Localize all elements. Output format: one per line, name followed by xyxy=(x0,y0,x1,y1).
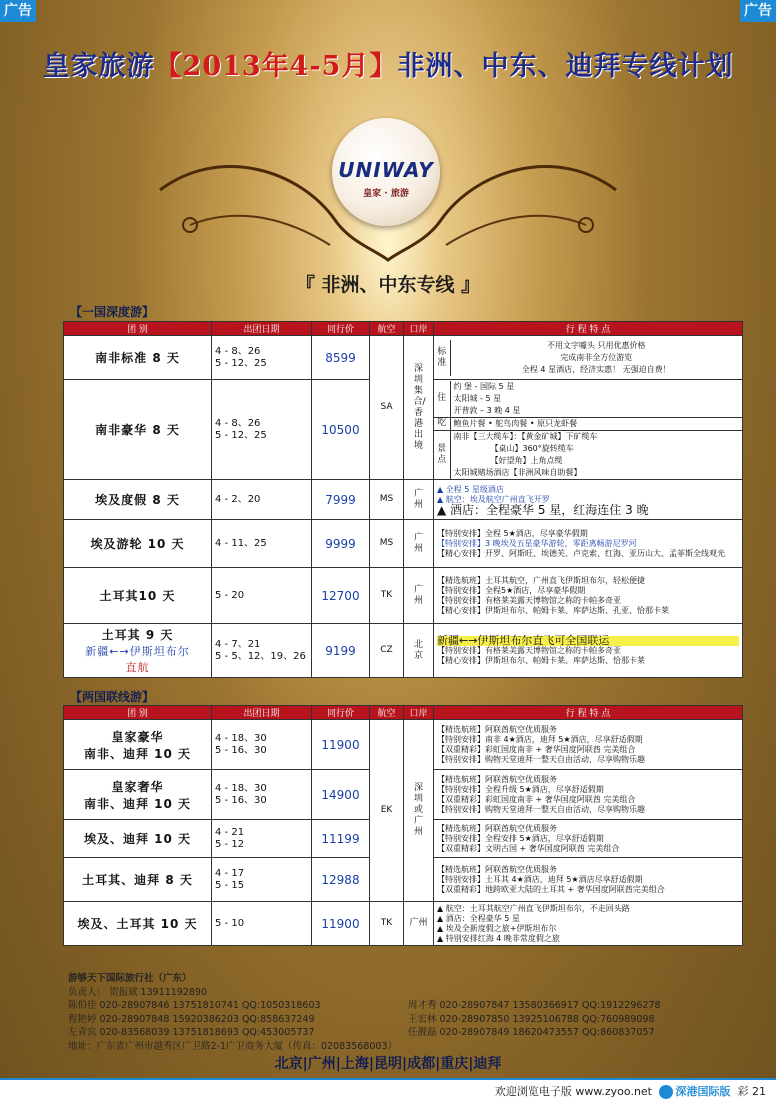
header-cell: 行 程 特 点 xyxy=(434,322,743,336)
footer-url[interactable]: www.zyoo.net xyxy=(575,1085,652,1098)
tour-price: 11900 xyxy=(312,720,370,770)
tour-features xyxy=(434,902,743,946)
feature-line: 南非【三大缆车】：【黄金矿城】下矿缆车 xyxy=(453,431,598,441)
tour-name: 土耳其、迪拜 8 天 xyxy=(64,858,212,902)
manager-line: 负责人： 贺振斌 13911192890 xyxy=(68,986,208,998)
edition-badge-icon xyxy=(659,1085,673,1099)
tour-features xyxy=(434,336,743,380)
ad-label-left: 广告 xyxy=(0,0,36,22)
footer-text xyxy=(495,1083,766,1099)
tour-airline: MS xyxy=(370,520,404,568)
tour-name-main: 土耳其 9 天 xyxy=(101,628,174,642)
feature-line: 【精选航班】土耳其航空，广州直飞伊斯坦布尔，轻松便捷 xyxy=(437,575,645,585)
tour-dates: 5 - 10 xyxy=(212,902,312,946)
feature-tag: 景点 xyxy=(434,430,450,479)
tour-features xyxy=(434,820,743,858)
tour-dates: 4 - 2、20 xyxy=(212,480,312,520)
table-row xyxy=(64,624,743,678)
contact-person: 王宏林 020-28907850 13925106788 QQ:760989098 xyxy=(408,1013,655,1025)
header-cell: 口岸 xyxy=(404,322,434,336)
feature-line: 全程 4 星酒店，经济实惠！ 无强迫自费！ xyxy=(521,364,671,374)
tour-port xyxy=(404,568,434,624)
tour-features xyxy=(434,520,743,568)
table-row xyxy=(64,568,743,624)
feature-line: 【双重精彩】彩虹国度南非 + 奢华国度阿联酋 完美组合 xyxy=(437,794,636,804)
feature-line: 【特别安排】全程升级 5★酒店，尽享舒适假期 xyxy=(437,784,604,794)
tour-price: 12988 xyxy=(312,858,370,902)
header-cell: 团 别 xyxy=(64,706,212,720)
header-cell: 行 程 特 点 xyxy=(434,706,743,720)
tour-price: 12700 xyxy=(312,568,370,624)
feature-line: ▲ 特别安排红海 4 晚非常度假之旅 xyxy=(437,933,560,943)
date-line: 4 - 7、21 xyxy=(215,638,261,650)
headline-post: 非洲、中东、迪拜专线计划 xyxy=(397,51,734,82)
tour-route: 新疆←→伊斯坦布尔 xyxy=(85,645,190,658)
feature-tag: 标准 xyxy=(434,340,450,376)
contact-person: 任靓磊 020-28907849 18620473557 QQ:860837057 xyxy=(408,1027,655,1038)
tour-airline: MS xyxy=(370,480,404,520)
feature-line: 【特别安排】购物天堂迪拜一整天自由活动，尽享购物乐趣 xyxy=(437,754,645,764)
sec2-header-row xyxy=(64,706,743,720)
feature-line: 【精选航班】阿联酋航空优质服务 xyxy=(437,724,557,734)
contact-person: 程艳婷 020-28907848 15920386203 QQ:858637249 xyxy=(68,1013,315,1025)
tour-name: 埃及游轮 10 天 xyxy=(64,520,212,568)
contact-row xyxy=(68,999,661,1013)
feature-line: 【特别安排】土耳其 4★酒店，迪拜 5★酒店尽享舒适假期 xyxy=(437,874,643,884)
table-row xyxy=(64,902,743,946)
header-cell: 同行价 xyxy=(312,322,370,336)
tour-airline: EK xyxy=(370,720,404,902)
feature-line: 【精选航班】阿联酋航空优质服务 xyxy=(437,864,557,874)
highlight-line: 新疆←→伊斯坦布尔直飞可全国联运 xyxy=(437,636,739,646)
feature-line: 【桌山】360°旋转缆车 xyxy=(490,443,574,453)
tour-price: 9199 xyxy=(312,624,370,678)
tour-name: 土耳其10 天 xyxy=(64,568,212,624)
feature-line: 【精选航班】阿联酋航空优质服务 xyxy=(437,823,557,833)
feature-line: 【特别安排】购物天堂迪拜一整天自由活动，尽享购物乐趣 xyxy=(437,804,645,814)
tour-name-line: 皇家豪华 xyxy=(111,729,164,744)
feature-line: ▲ 埃及全新度假之旅+伊斯坦布尔 xyxy=(437,923,557,933)
date-line: 4 - 18、30 xyxy=(215,732,267,744)
tour-airline: SA xyxy=(370,336,404,480)
tour-name xyxy=(64,770,212,820)
feature-line: 鲍鱼片餐 • 鸵鸟肉餐 • 原只龙虾餐 xyxy=(450,417,742,430)
footer-page: 彩 21 xyxy=(737,1085,766,1098)
tour-price: 7999 xyxy=(312,480,370,520)
tour-airline: TK xyxy=(370,568,404,624)
tour-name xyxy=(64,720,212,770)
feature-line: 太阳城 - 5 星 xyxy=(453,393,502,403)
tour-name xyxy=(64,624,212,678)
contact-person: 左青宾 020-83568039 13751818693 QQ:453005737 xyxy=(68,1027,315,1038)
feature-line: 约 堡 - 国际 5 星 xyxy=(453,381,515,391)
feature-line: 【精心安排】开罗、阿斯旺、埃德芙、卢克索、红海、亚历山大、孟菲斯全线观光 xyxy=(437,548,725,558)
tour-route-note: 直航 xyxy=(125,661,150,674)
contact-row xyxy=(68,1013,661,1027)
address-line: 地址：广东省广州市越秀区广卫路2-1广卫商务大厦（传真：02083568003） xyxy=(68,1040,398,1052)
uniway-logo xyxy=(332,118,440,226)
header-cell: 口岸 xyxy=(404,706,434,720)
feature-line: ▲ 航空：土耳其航空广州直飞伊斯坦布尔，不走回头路 xyxy=(437,903,630,913)
sec1-title: 【一国深度游】 xyxy=(70,305,155,319)
feature-line: 【双重精彩】地跨欧亚大陆的土耳其 + 奢华国度阿联酋完美组合 xyxy=(437,884,665,894)
tour-dates xyxy=(212,380,312,480)
tour-dates xyxy=(212,720,312,770)
tour-features xyxy=(434,770,743,820)
date-line: 5 - 12 xyxy=(215,838,245,850)
date-line: 5 - 12、25 xyxy=(215,357,267,369)
table-row xyxy=(64,720,743,770)
sec2-title: 【两国联线游】 xyxy=(70,690,155,704)
feature-line: 【特别安排】有格莱美露天博物馆之称的卡帕多奇亚 xyxy=(437,645,621,655)
logo-sub: 皇家 · 旅游 xyxy=(363,189,409,199)
feature-line: 【精选航班】阿联酋航空优质服务 xyxy=(437,774,557,784)
footer-browse: 欢迎浏览电子版 xyxy=(494,1085,572,1098)
feature-line: 【特别安排】3 晚埃及五星豪华游轮，零距离畅游尼罗河 xyxy=(437,538,637,548)
company-name: 游够天下国际旅行社（广东） xyxy=(68,973,192,984)
feature-line: ▲ 全程 5 星级酒店 xyxy=(437,484,504,494)
contact-person: 周才秀 020-28907847 13580366917 QQ:1912296278 xyxy=(408,1000,661,1011)
feature-line: ▲ 酒店：全程豪华 5 星 xyxy=(437,913,520,923)
port-text: 广州 xyxy=(413,584,423,606)
tour-port: 广州 xyxy=(404,902,434,946)
date-line: 4 - 17 xyxy=(215,867,245,879)
date-line: 5 - 16、30 xyxy=(215,794,267,806)
feature-line: 完成南非全方位游览 xyxy=(560,352,633,362)
date-line: 5 - 16、30 xyxy=(215,744,267,756)
tour-features xyxy=(434,568,743,624)
tour-name: 埃及、迪拜 10 天 xyxy=(64,820,212,858)
tour-dates xyxy=(212,624,312,678)
tour-features xyxy=(434,720,743,770)
departure-cities: 北京|广州|上海|昆明|成都|重庆|迪拜 xyxy=(274,1056,502,1072)
tour-dates xyxy=(212,336,312,380)
footer-edition: 深港国际版 xyxy=(675,1085,731,1098)
tour-name: 南非标准 8 天 xyxy=(64,336,212,380)
port-text: 深圳集合/香港出境 xyxy=(413,363,426,451)
feature-tag: 住 xyxy=(434,381,450,418)
feature-line: 太阳城赌场酒店【非洲风味自助餐】 xyxy=(453,467,582,477)
feature-line: 【特别安排】全程5★酒店，尽享豪华假期 xyxy=(437,585,586,595)
tour-dates xyxy=(212,858,312,902)
tour-price: 11199 xyxy=(312,820,370,858)
feature-line: 【双重精彩】彩虹国度南非 + 奢华国度阿联酋 完美组合 xyxy=(437,744,636,754)
contact-person: 陈伯佳 020-28907846 13751810741 QQ:1050318603 xyxy=(68,1000,321,1011)
table-row xyxy=(64,336,743,380)
tour-port xyxy=(404,480,434,520)
feature-subtable xyxy=(434,381,742,479)
tour-port xyxy=(404,624,434,678)
port-text: 深圳或广州 xyxy=(413,783,423,837)
feature-line: 【精心安排】伊斯坦布尔、帕姆卡莱、库萨达斯、孔亚、恰那卡莱 xyxy=(437,605,669,615)
date-line: 4 - 8、26 xyxy=(215,417,261,429)
headline-mid: 【2013年4-5月】 xyxy=(154,51,398,82)
date-line: 4 - 8、26 xyxy=(215,345,261,357)
feature-line: 【特别安排】全程 5★酒店，尽享豪华假期 xyxy=(437,528,588,538)
page-footer xyxy=(0,1078,776,1100)
date-line: 5 - 12、25 xyxy=(215,429,267,441)
tour-dates xyxy=(212,820,312,858)
headline xyxy=(0,44,776,83)
feature-line: 【好望角】上角点缆 xyxy=(490,455,563,465)
feature-subtable xyxy=(434,340,742,376)
tour-dates: 4 - 11、25 xyxy=(212,520,312,568)
date-line: 5 - 5、12、19、26 xyxy=(215,650,306,662)
sec1-table xyxy=(63,321,743,678)
tour-name: 埃及、土耳其 10 天 xyxy=(64,902,212,946)
header-cell: 航空 xyxy=(370,322,404,336)
feature-line: 开普敦 – 3 晚 4 星 xyxy=(450,405,742,418)
contact-row xyxy=(68,1026,661,1040)
header-cell: 出团日期 xyxy=(212,322,312,336)
feature-line: 【特别安排】全程安排 5★酒店，尽享舒适假期 xyxy=(437,833,604,843)
tour-features xyxy=(434,480,743,520)
tour-price: 8599 xyxy=(312,336,370,380)
tour-name: 南非豪华 8 天 xyxy=(64,380,212,480)
date-line: 4 - 21 xyxy=(215,826,245,838)
sec1-header-row xyxy=(64,322,743,336)
tour-name-line: 皇家奢华 xyxy=(111,779,164,794)
contact-block xyxy=(68,972,661,1053)
tour-airline: TK xyxy=(370,902,404,946)
headline-pre: 皇家旅游 xyxy=(42,51,155,82)
port-text: 广州 xyxy=(413,488,423,510)
feature-line: ▲ 航空：埃及航空广州直飞开罗 xyxy=(437,494,550,504)
feature-line: 【精心安排】伊斯坦布尔、帕姆卡莱、库萨达斯、恰那卡莱 xyxy=(437,655,645,665)
header-cell: 航空 xyxy=(370,706,404,720)
tour-port xyxy=(404,336,434,480)
tour-price: 9999 xyxy=(312,520,370,568)
tour-features xyxy=(434,380,743,480)
date-line: 4 - 18、30 xyxy=(215,782,267,794)
table-row xyxy=(64,480,743,520)
tour-name: 埃及度假 8 天 xyxy=(64,480,212,520)
table-row xyxy=(64,520,743,568)
tour-price: 10500 xyxy=(312,380,370,480)
feature-tag: 吃 xyxy=(434,417,450,430)
tour-airline: CZ xyxy=(370,624,404,678)
tour-port xyxy=(404,520,434,568)
port-text: 北京 xyxy=(413,639,423,661)
tour-price: 11900 xyxy=(312,902,370,946)
tour-name-line: 南非、迪拜 10 天 xyxy=(83,746,192,761)
tour-features xyxy=(434,624,743,678)
header-cell: 团 别 xyxy=(64,322,212,336)
logo-brand: UNIWAY xyxy=(338,158,434,182)
section-subtitle: 『 非洲、中东专线 』 xyxy=(295,274,481,296)
feature-line: 【特别安排】南非 4★酒店，迪拜 5★酒店，尽享舒适假期 xyxy=(437,734,643,744)
sec2-table xyxy=(63,705,743,946)
tour-dates xyxy=(212,770,312,820)
header-cell: 出团日期 xyxy=(212,706,312,720)
tour-price: 14900 xyxy=(312,770,370,820)
ad-label-right: 广告 xyxy=(740,0,776,22)
tour-name-line: 南非、迪拜 10 天 xyxy=(83,796,192,811)
header-cell: 同行价 xyxy=(312,706,370,720)
feature-line: 不用文字噱头 只用优惠价格 xyxy=(546,340,646,350)
tour-port xyxy=(404,720,434,902)
feature-line: ▲ 酒店：全程豪华 5 星，红海连住 3 晚 xyxy=(437,502,649,517)
feature-line: 【特别安排】有格莱美露天博物馆之称的卡帕多奇亚 xyxy=(437,595,621,605)
feature-line: 【双重精彩】文明古国 + 奢华国度阿联酋 完美组合 xyxy=(437,843,620,853)
port-text: 广州 xyxy=(413,532,423,554)
tour-dates: 5 - 20 xyxy=(212,568,312,624)
date-line: 5 - 15 xyxy=(215,879,245,891)
tour-features xyxy=(434,858,743,902)
